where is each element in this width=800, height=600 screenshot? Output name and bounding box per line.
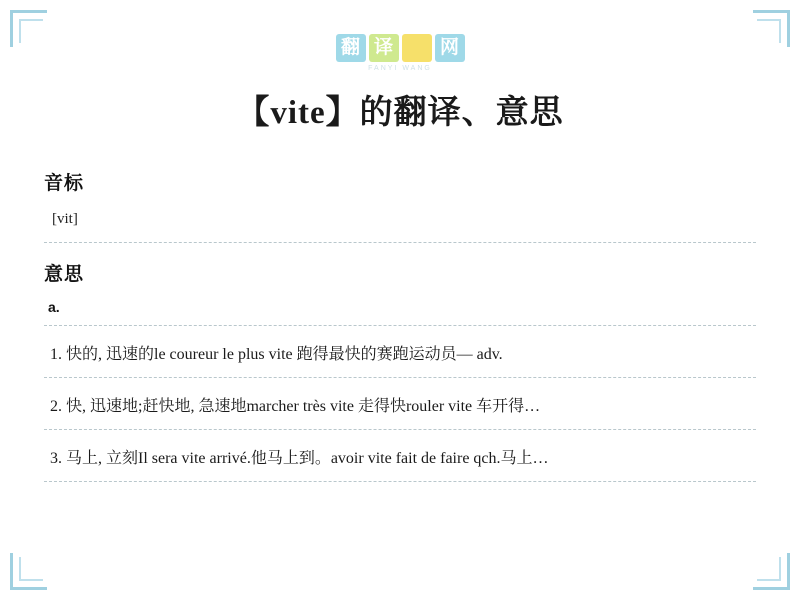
corner-ornament-inner [19,19,43,43]
page-title: 【vite】的翻译、意思 [236,95,564,131]
definition-item: 1. 快的, 迅速的le coureur le plus vite 跑得最快的赛跑运动员— adv. [50,346,503,363]
corner-ornament-inner [757,19,781,43]
part-of-speech-label: a. [48,299,60,315]
definition-item: 2. 快, 迅速地;赶快地, 急速地marcher très vite 走得快rouler vite 车开得… [50,398,541,415]
document-content [44,168,756,482]
corner-ornament-top-right [753,10,790,47]
corner-ornament-bottom-right [753,553,790,590]
logo-block-2: 译 [369,34,399,62]
corner-ornament-top-left [10,10,47,47]
phonetic-value: [vit] [52,211,78,227]
definition-item: 3. 马上, 立刻Il sera vite arrivé.他马上到。avoir vite fait de faire qch.马上… [50,450,549,467]
corner-ornament-bottom-left [10,553,47,590]
logo-block-4: 网 [435,34,465,62]
meaning-heading: 意思 [44,264,85,285]
logo-subtitle: FANYI WANG [368,65,432,72]
logo-blocks [300,22,500,62]
corner-ornament-inner [757,557,781,581]
phonetic-heading: 音标 [44,173,85,194]
site-logo[interactable] [300,22,500,72]
corner-ornament-inner [19,557,43,581]
logo-block-3 [402,34,432,62]
divider [44,481,756,482]
logo-block-1: 翻 [336,34,366,62]
